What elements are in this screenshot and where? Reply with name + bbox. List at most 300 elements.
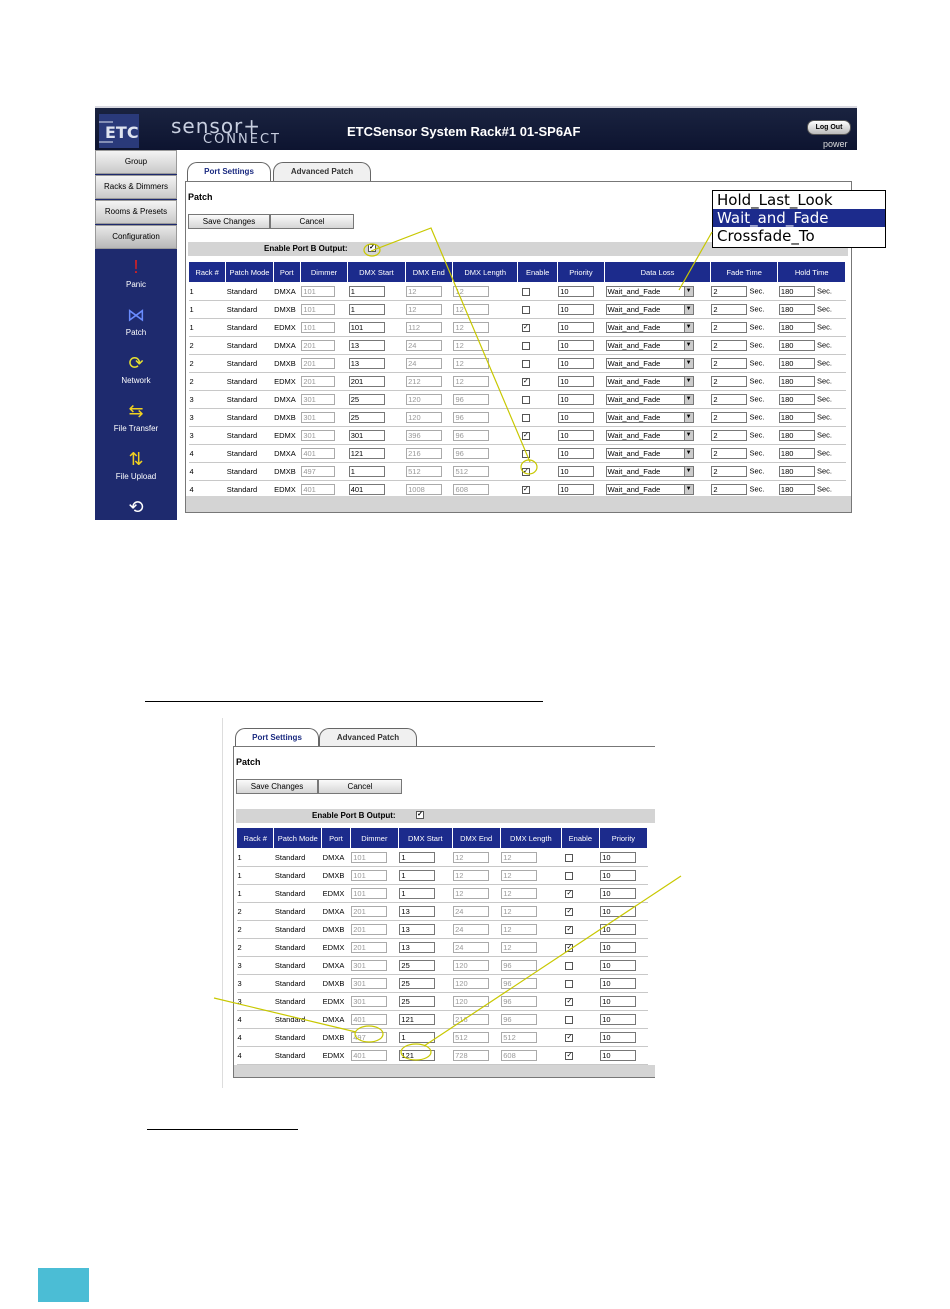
user-name: power <box>823 139 848 149</box>
dmx-start-field[interactable]: 1 <box>399 852 435 863</box>
priority-field[interactable]: 10 <box>600 870 636 881</box>
dmx-length-field[interactable]: 12 <box>453 304 489 315</box>
priority-field[interactable]: 10 <box>558 466 594 477</box>
rack-number: 3 <box>189 431 194 440</box>
cancel-button-2[interactable]: Cancel <box>318 779 402 794</box>
fade-time-field[interactable]: 2 <box>711 322 747 333</box>
chevron-down-icon[interactable]: ▼ <box>684 485 693 494</box>
column-header: DMX Start <box>348 262 405 283</box>
enable-port-b-label-2: Enable Port B Output: <box>312 811 396 820</box>
dmx-length-field[interactable]: 96 <box>501 960 537 971</box>
priority-field[interactable]: 10 <box>600 978 636 989</box>
dmx-start-field[interactable]: 13 <box>349 340 385 351</box>
chevron-down-icon[interactable]: ▼ <box>684 323 693 332</box>
hold-time-field[interactable]: 180 <box>779 286 815 297</box>
column-header: Port <box>322 828 351 849</box>
priority-field[interactable]: 10 <box>558 358 594 369</box>
enable-checkbox[interactable]: ✓ <box>523 378 529 385</box>
nav-item-label: Network <box>121 376 151 385</box>
dmx-end-field[interactable]: 12 <box>406 304 442 315</box>
enable-port-b-label: Enable Port B Output: <box>264 244 348 253</box>
dimmer-field[interactable]: 301 <box>301 412 335 423</box>
port-name: EDMX <box>322 943 345 952</box>
table-row <box>237 993 648 1011</box>
enable-checkbox[interactable]: ✓ <box>566 908 573 915</box>
data-loss-dropdown-list[interactable] <box>712 190 886 248</box>
data-loss-select[interactable]: Wait_and_Fade ▼ <box>606 412 694 423</box>
enable-checkbox[interactable]: ✓ <box>566 1034 573 1041</box>
fade-time-field[interactable]: 2 <box>711 466 747 477</box>
enable-checkbox[interactable] <box>565 962 573 970</box>
dmx-start-field[interactable]: 13 <box>349 358 385 369</box>
priority-field[interactable]: 10 <box>558 340 594 351</box>
dmx-start-field[interactable]: 13 <box>399 942 435 953</box>
port-name: DMXA <box>322 961 345 970</box>
nav-item-refresh[interactable] <box>95 490 177 520</box>
fade-time-field[interactable]: 2 <box>711 484 747 495</box>
port-name: EDMX <box>274 485 296 494</box>
tab-port-settings[interactable]: Port Settings <box>187 162 271 182</box>
data-loss-select[interactable]: Wait_and_Fade ▼ <box>606 340 694 351</box>
dmx-start-field[interactable]: 13 <box>399 906 435 917</box>
dmx-end-field[interactable]: 512 <box>406 466 442 477</box>
dimmer-field[interactable]: 101 <box>351 888 387 899</box>
dimmer-field[interactable]: 201 <box>351 906 387 917</box>
table-row <box>237 939 648 957</box>
dmx-length-field[interactable]: 12 <box>501 906 537 917</box>
fade-time-field[interactable]: 2 <box>711 340 747 351</box>
enable-checkbox[interactable] <box>522 360 530 368</box>
rack-number: 3 <box>189 395 194 404</box>
data-loss-select[interactable]: Wait_and_Fade ▼ <box>606 448 694 459</box>
fade-time-field[interactable]: 2 <box>711 358 747 369</box>
nav-item-patch[interactable] <box>95 298 177 346</box>
dmx-length-field[interactable]: 12 <box>453 286 489 297</box>
column-header: DMX End <box>452 828 500 849</box>
dmx-end-field[interactable]: 216 <box>453 1014 489 1025</box>
dmx-length-field[interactable]: 96 <box>453 448 489 459</box>
priority-field[interactable]: 10 <box>558 448 594 459</box>
port-name: DMXB <box>322 871 345 880</box>
dmx-length-field[interactable]: 12 <box>453 376 489 387</box>
table-row: 4 Standard DMXB 497 1 512 512 ✓ 10 Wait_and_Fade ▼ 2 Sec. 180 Sec. <box>189 463 846 481</box>
dmx-start-field[interactable]: 25 <box>349 394 385 405</box>
dmx-length-field[interactable]: 608 <box>453 484 489 495</box>
data-loss-select[interactable]: Wait_and_Fade ▼ <box>606 358 694 369</box>
hold-time-field[interactable]: 180 <box>779 322 815 333</box>
rack-number: 1 <box>237 889 242 898</box>
dmx-start-field[interactable]: 121 <box>349 448 385 459</box>
rack-number: 1 <box>189 323 194 332</box>
priority-field[interactable]: 10 <box>600 888 636 899</box>
dmx-start-field[interactable]: 401 <box>349 484 385 495</box>
rack-number: 3 <box>189 413 194 422</box>
nav-button-group[interactable]: Group <box>95 150 177 174</box>
tab-advanced-patch-2[interactable]: Advanced Patch <box>319 728 417 748</box>
dmx-end-field[interactable]: 24 <box>406 340 442 351</box>
dmx-start-field[interactable]: 201 <box>349 376 385 387</box>
dmx-end-field[interactable]: 12 <box>406 286 442 297</box>
fade-time-field[interactable]: 2 <box>711 394 747 405</box>
enable-checkbox[interactable] <box>565 980 573 988</box>
enable-checkbox[interactable] <box>522 450 530 458</box>
dmx-end-field[interactable]: 12 <box>453 852 489 863</box>
priority-field[interactable]: 10 <box>558 376 594 387</box>
dmx-start-field[interactable]: 301 <box>349 430 385 441</box>
enable-checkbox[interactable] <box>565 854 573 862</box>
sensor-connect-screenshot-bottom <box>222 718 655 1088</box>
dmx-start-field[interactable]: 1 <box>349 286 385 297</box>
save-changes-button[interactable]: Save Changes <box>188 214 270 229</box>
fade-time-field[interactable]: 2 <box>711 412 747 423</box>
dmx-end-field[interactable]: 396 <box>406 430 442 441</box>
dmx-end-field[interactable]: 120 <box>406 394 442 405</box>
rack-number: 4 <box>237 1015 242 1024</box>
dmx-start-field[interactable]: 1 <box>399 1032 435 1043</box>
patch-mode: Standard <box>226 341 258 350</box>
dimmer-field[interactable]: 497 <box>351 1032 387 1043</box>
patch-mode: Standard <box>274 925 306 934</box>
dmx-start-field[interactable]: 101 <box>349 322 385 333</box>
logout-button[interactable]: Log Out <box>807 120 851 135</box>
chevron-down-icon[interactable]: ▼ <box>684 359 693 368</box>
table-row: 1 Standard DMXA 101 1 12 12 10 Wait_and_Fade ▼ 2 Sec. 180 Sec. <box>189 283 846 301</box>
dimmer-field[interactable]: 201 <box>301 376 335 387</box>
rack-number: 3 <box>237 997 242 1006</box>
dmx-end-field[interactable]: 120 <box>406 412 442 423</box>
dmx-length-field[interactable]: 12 <box>501 870 537 881</box>
dimmer-field[interactable]: 401 <box>351 1014 387 1025</box>
chevron-down-icon[interactable]: ▼ <box>684 467 693 476</box>
hold-time-field[interactable]: 180 <box>779 376 815 387</box>
priority-field[interactable]: 10 <box>558 394 594 405</box>
dmx-start-field[interactable]: 13 <box>399 924 435 935</box>
dimmer-field[interactable]: 401 <box>351 1050 387 1061</box>
dimmer-field[interactable]: 201 <box>301 340 335 351</box>
hold-time-field[interactable]: 180 <box>779 358 815 369</box>
hold-time-field[interactable]: 180 <box>779 430 815 441</box>
patch-mode: Standard <box>226 413 258 422</box>
panel-title-2: Patch <box>236 757 261 767</box>
patch-mode: Standard <box>274 961 306 970</box>
hold-time-field[interactable]: 180 <box>779 484 815 495</box>
column-header: DMX Length <box>452 262 517 283</box>
nav-item-network[interactable] <box>95 346 177 394</box>
dmx-length-field[interactable]: 96 <box>453 430 489 441</box>
rack-number: 4 <box>189 467 194 476</box>
priority-field[interactable]: 10 <box>558 304 594 315</box>
save-changes-button-2[interactable]: Save Changes <box>236 779 318 794</box>
fade-time-field[interactable]: 2 <box>711 286 747 297</box>
table-row: 2 Standard DMXA 201 13 24 12 10 Wait_and_Fade ▼ 2 Sec. 180 Sec. <box>189 337 846 355</box>
table-row <box>237 885 648 903</box>
enable-checkbox[interactable]: ✓ <box>523 468 529 475</box>
rack-number: 2 <box>237 943 242 952</box>
data-loss-select[interactable]: Wait_and_Fade ▼ <box>606 286 694 297</box>
patch-mode: Standard <box>274 1015 306 1024</box>
port-name: DMXA <box>322 907 345 916</box>
data-loss-select[interactable]: Wait_and_Fade ▼ <box>606 304 694 315</box>
column-header: Fade Time <box>710 262 778 283</box>
dmx-start-field[interactable]: 25 <box>399 996 435 1007</box>
cancel-button[interactable]: Cancel <box>270 214 354 229</box>
tab-port-settings-2[interactable]: Port Settings <box>235 728 319 748</box>
enable-checkbox[interactable] <box>522 306 530 314</box>
dmx-start-field[interactable]: 25 <box>399 960 435 971</box>
hold-time-field[interactable]: 180 <box>779 412 815 423</box>
chevron-down-icon[interactable]: ▼ <box>684 377 693 386</box>
dimmer-field[interactable]: 201 <box>301 358 335 369</box>
nav-item-label: File Transfer <box>113 424 159 433</box>
enable-checkbox[interactable]: ✓ <box>523 486 529 493</box>
dimmer-field[interactable]: 101 <box>351 870 387 881</box>
table-header-row <box>189 262 846 283</box>
dmx-end-field[interactable]: 12 <box>453 888 489 899</box>
dimmer-field[interactable]: 101 <box>351 852 387 863</box>
dimmer-field[interactable]: 301 <box>351 960 387 971</box>
enable-checkbox[interactable]: ✓ <box>523 324 529 331</box>
dmx-end-field[interactable]: 24 <box>453 924 489 935</box>
patch-icon: ⋈ <box>127 305 145 325</box>
priority-field[interactable]: 10 <box>600 1014 636 1025</box>
patch-mode: Standard <box>226 377 258 386</box>
priority-field[interactable]: 10 <box>600 996 636 1007</box>
port-name: EDMX <box>274 323 296 332</box>
panel-bottom-strip <box>186 496 851 512</box>
dmx-length-field[interactable]: 12 <box>501 852 537 863</box>
column-header: Dimmer <box>350 828 398 849</box>
dimmer-field[interactable]: 201 <box>351 942 387 953</box>
dmx-start-field[interactable]: 1 <box>399 888 435 899</box>
dimmer-field[interactable]: 301 <box>351 978 387 989</box>
priority-field[interactable]: 10 <box>600 924 636 935</box>
panel-title: Patch <box>188 192 213 202</box>
column-header: Patch Mode <box>226 262 273 283</box>
dmx-end-field[interactable]: 212 <box>406 376 442 387</box>
fade-time-field[interactable]: 2 <box>711 430 747 441</box>
patch-mode: Standard <box>226 323 258 332</box>
dmx-length-field[interactable]: 12 <box>501 942 537 953</box>
data-loss-select[interactable]: Wait_and_Fade ▼ <box>606 322 694 333</box>
chevron-down-icon[interactable]: ▼ <box>684 395 693 404</box>
dimmer-field[interactable]: 101 <box>301 304 335 315</box>
enable-checkbox[interactable] <box>565 872 573 880</box>
dmx-end-field[interactable]: 728 <box>453 1050 489 1061</box>
port-name: DMXB <box>322 925 345 934</box>
data-loss-select[interactable]: Wait_and_Fade ▼ <box>606 394 694 405</box>
dimmer-field[interactable]: 401 <box>301 484 335 495</box>
hold-time-field[interactable]: 180 <box>779 304 815 315</box>
patch-mode: Standard <box>226 485 258 494</box>
data-loss-select[interactable]: Wait_and_Fade ▼ <box>606 484 694 495</box>
enable-checkbox[interactable] <box>522 342 530 350</box>
chevron-down-icon[interactable]: ▼ <box>684 431 693 440</box>
nav-button-racks-dimmers[interactable]: Racks & Dimmers <box>95 175 177 199</box>
chevron-down-icon[interactable]: ▼ <box>684 305 693 314</box>
column-header: Priority <box>599 828 647 849</box>
nav-item-file-upload[interactable] <box>95 442 177 490</box>
dmx-end-field[interactable]: 24 <box>453 906 489 917</box>
hold-time-field[interactable]: 180 <box>779 448 815 459</box>
enable-port-b-checkbox[interactable]: ✓ <box>369 244 375 251</box>
nav-item-label: File Upload <box>115 472 157 481</box>
enable-checkbox[interactable]: ✓ <box>566 926 573 933</box>
app-banner <box>95 106 857 150</box>
hold-time-field[interactable]: 180 <box>779 340 815 351</box>
dropdown-option[interactable]: Hold_Last_Look <box>717 191 833 209</box>
data-loss-select[interactable]: Wait_and_Fade ▼ <box>606 376 694 387</box>
column-header: Patch Mode <box>274 828 322 849</box>
port-name: DMXB <box>274 467 296 476</box>
rack-number: 2 <box>237 907 242 916</box>
refresh-icon: ⟲ <box>128 497 144 517</box>
fade-time-field[interactable]: 2 <box>711 376 747 387</box>
chevron-down-icon[interactable]: ▼ <box>684 449 693 458</box>
enable-checkbox[interactable] <box>522 414 530 422</box>
priority-field[interactable]: 10 <box>600 1050 636 1061</box>
table-row: 3 Standard DMXB 301 25 120 96 10 Wait_and_Fade ▼ 2 Sec. 180 Sec. <box>189 409 846 427</box>
column-header: Port <box>273 262 300 283</box>
rack-number: 4 <box>189 449 194 458</box>
dimmer-field[interactable]: 401 <box>301 448 335 459</box>
dmx-end-field[interactable]: 120 <box>453 996 489 1007</box>
table-row: 3 Standard EDMX 301 301 396 96 ✓ 10 Wait_and_Fade ▼ 2 Sec. 180 Sec. <box>189 427 846 445</box>
hold-time-field[interactable]: 180 <box>779 394 815 405</box>
dmx-start-field[interactable]: 1 <box>399 870 435 881</box>
column-header: Dimmer <box>300 262 347 283</box>
rack-number: 2 <box>189 341 194 350</box>
patch-table-2 <box>236 827 648 1065</box>
enable-checkbox[interactable]: ✓ <box>566 890 573 897</box>
enable-checkbox[interactable] <box>565 1016 573 1024</box>
dimmer-field[interactable]: 301 <box>301 394 335 405</box>
dimmer-field[interactable]: 497 <box>301 466 335 477</box>
dmx-start-field[interactable]: 1 <box>349 466 385 477</box>
fade-time-field[interactable]: 2 <box>711 448 747 459</box>
chevron-down-icon[interactable]: ▼ <box>684 287 693 296</box>
enable-checkbox[interactable]: ✓ <box>566 944 573 951</box>
chevron-down-icon[interactable]: ▼ <box>684 413 693 422</box>
dmx-end-field[interactable]: 112 <box>406 322 442 333</box>
dmx-end-field[interactable]: 1008 <box>406 484 442 495</box>
rack-number: 2 <box>237 925 242 934</box>
rack-number: 1 <box>189 287 194 296</box>
dmx-end-field[interactable]: 512 <box>453 1032 489 1043</box>
dmx-length-field[interactable]: 608 <box>501 1050 537 1061</box>
priority-field[interactable]: 10 <box>558 412 594 423</box>
enable-checkbox[interactable] <box>522 396 530 404</box>
page-footer-tab <box>38 1268 89 1302</box>
dmx-length-field[interactable]: 96 <box>501 996 537 1007</box>
nav-item-file-transfer[interactable] <box>95 394 177 442</box>
priority-field[interactable]: 10 <box>600 942 636 953</box>
nav-button-rooms-presets[interactable]: Rooms & Presets <box>95 200 177 224</box>
brand-line-2: CONNECT <box>203 132 281 147</box>
dimmer-field[interactable]: 101 <box>301 286 335 297</box>
patch-mode: Standard <box>274 871 306 880</box>
priority-field[interactable]: 10 <box>558 322 594 333</box>
chevron-down-icon[interactable]: ▼ <box>684 341 693 350</box>
dmx-length-field[interactable]: 12 <box>453 358 489 369</box>
priority-field[interactable]: 10 <box>558 484 594 495</box>
nav-button-configuration[interactable]: Configuration <box>95 225 177 249</box>
priority-field[interactable]: 10 <box>600 906 636 917</box>
dmx-length-field[interactable]: 12 <box>501 888 537 899</box>
file-transfer-icon: ⇆ <box>128 401 144 421</box>
dmx-length-field[interactable]: 512 <box>453 466 489 477</box>
dimmer-field[interactable]: 101 <box>301 322 335 333</box>
dmx-length-field[interactable]: 96 <box>453 412 489 423</box>
priority-field[interactable]: 10 <box>558 286 594 297</box>
priority-field[interactable]: 10 <box>558 430 594 441</box>
priority-field[interactable]: 10 <box>600 960 636 971</box>
dmx-start-field[interactable]: 121 <box>399 1014 435 1025</box>
dmx-length-field[interactable]: 96 <box>501 978 537 989</box>
dmx-end-field[interactable]: 24 <box>453 942 489 953</box>
rack-number: 4 <box>237 1051 242 1060</box>
data-loss-select[interactable]: Wait_and_Fade ▼ <box>606 466 694 477</box>
patch-mode: Standard <box>274 979 306 988</box>
dmx-end-field[interactable]: 24 <box>406 358 442 369</box>
rack-number: 1 <box>237 853 242 862</box>
enable-checkbox[interactable] <box>522 288 530 296</box>
priority-field[interactable]: 10 <box>600 1032 636 1043</box>
nav-item-panic[interactable] <box>95 250 177 298</box>
dmx-length-field[interactable]: 12 <box>453 340 489 351</box>
network-icon: ⟳ <box>128 353 144 373</box>
dmx-end-field[interactable]: 120 <box>453 960 489 971</box>
dmx-start-field[interactable]: 25 <box>399 978 435 989</box>
patch-mode: Standard <box>274 889 306 898</box>
dmx-length-field[interactable]: 12 <box>501 924 537 935</box>
dmx-length-field[interactable]: 512 <box>501 1032 537 1043</box>
dimmer-field[interactable]: 201 <box>351 924 387 935</box>
dmx-length-field[interactable]: 96 <box>453 394 489 405</box>
rack-number: 2 <box>189 377 194 386</box>
port-name: EDMX <box>274 431 296 440</box>
dmx-start-field[interactable]: 1 <box>349 304 385 315</box>
dmx-start-field[interactable]: 121 <box>399 1050 435 1061</box>
dmx-end-field[interactable]: 12 <box>453 870 489 881</box>
dimmer-field[interactable]: 301 <box>351 996 387 1007</box>
enable-checkbox[interactable]: ✓ <box>566 998 573 1005</box>
dropdown-option[interactable]: Crossfade_To <box>717 227 815 245</box>
table-row: 1 Standard DMXB 101 1 12 12 10 Wait_and_Fade ▼ 2 Sec. 180 Sec. <box>189 301 846 319</box>
port-name: DMXA <box>322 853 345 862</box>
dmx-length-field[interactable]: 12 <box>453 322 489 333</box>
table-row: 4 Standard DMXA 401 121 216 96 10 Wait_and_Fade ▼ 2 Sec. 180 Sec. <box>189 445 846 463</box>
table-row: 1 Standard EDMX 101 101 112 12 ✓ 10 Wait_and_Fade ▼ 2 Sec. 180 Sec. <box>189 319 846 337</box>
nav-item-label: Patch <box>125 328 147 337</box>
dmx-length-field[interactable]: 96 <box>501 1014 537 1025</box>
enable-checkbox[interactable]: ✓ <box>566 1052 573 1059</box>
sensor-connect-screenshot-top <box>95 106 857 520</box>
enable-port-b-checkbox-2[interactable]: ✓ <box>417 811 423 818</box>
hold-time-field[interactable]: 180 <box>779 466 815 477</box>
dmx-end-field[interactable]: 216 <box>406 448 442 459</box>
table-row: 3 Standard DMXA 301 25 120 96 10 Wait_and_Fade ▼ 2 Sec. 180 Sec. <box>189 391 846 409</box>
table-row <box>237 903 648 921</box>
dropdown-option[interactable]: Wait_and_Fade <box>713 209 885 227</box>
dimmer-field[interactable]: 301 <box>301 430 335 441</box>
tab-advanced-patch[interactable]: Advanced Patch <box>273 162 371 182</box>
dmx-end-field[interactable]: 120 <box>453 978 489 989</box>
dmx-start-field[interactable]: 25 <box>349 412 385 423</box>
enable-checkbox[interactable]: ✓ <box>523 432 529 439</box>
priority-field[interactable]: 10 <box>600 852 636 863</box>
fade-time-field[interactable]: 2 <box>711 304 747 315</box>
data-loss-select[interactable]: Wait_and_Fade ▼ <box>606 430 694 441</box>
